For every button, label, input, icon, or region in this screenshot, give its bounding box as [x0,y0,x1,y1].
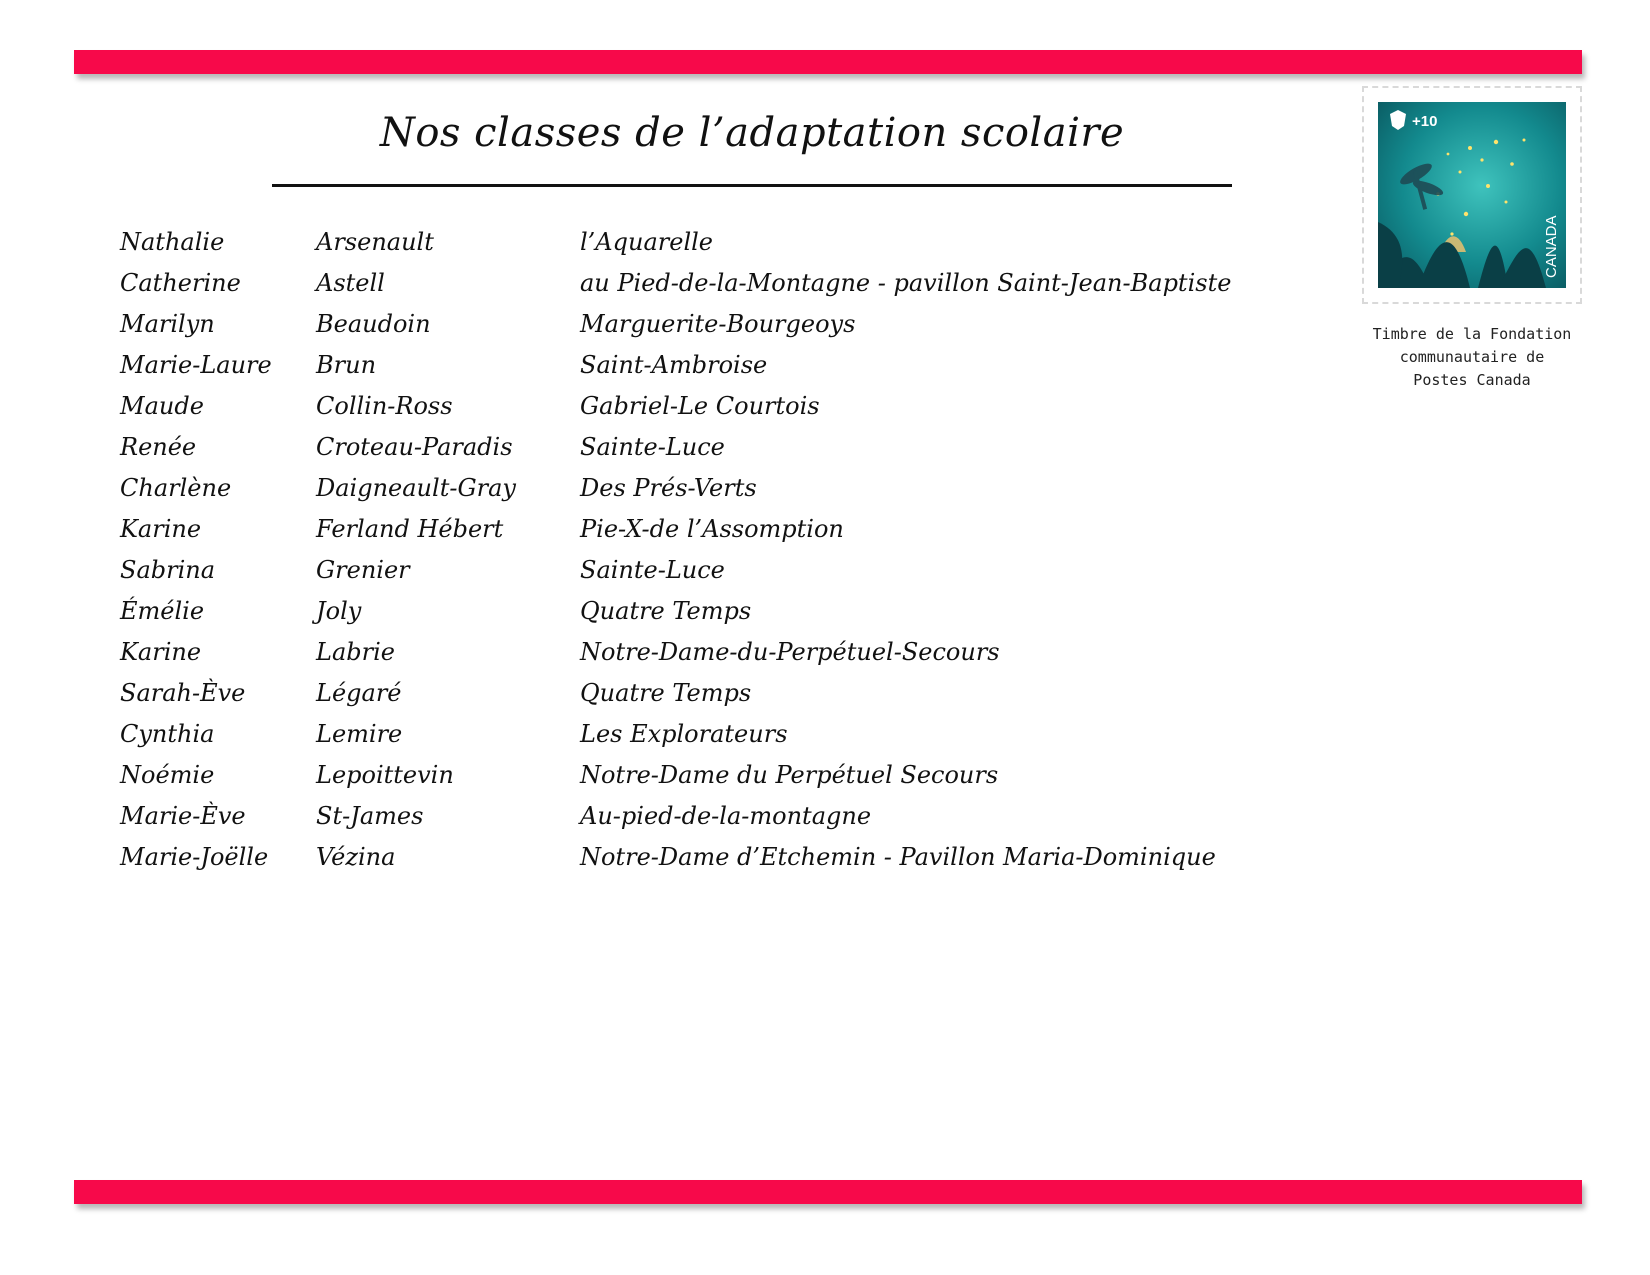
first-name: Marie-Ève [120,802,246,830]
last-name: Labrie [316,638,395,666]
first-name: Charlène [120,474,232,502]
last-name: Collin-Ross [316,392,453,420]
last-name: Croteau-Paradis [316,433,513,461]
first-name: Noémie [120,761,215,789]
roster-row [120,755,1220,796]
last-name: Lepoittevin [316,761,454,789]
roster-row [120,673,1220,714]
school-name: Au-pied-de-la-montagne [580,802,872,830]
last-name: Légaré [316,679,402,707]
first-name: Karine [120,638,202,666]
first-name: Karine [120,515,202,543]
roster-row [120,632,1220,673]
school-name: Sainte-Luce [580,433,725,461]
top-accent-band [74,50,1582,74]
first-name: Sabrina [120,556,216,584]
school-name: Marguerite-Bourgeoys [580,310,856,338]
last-name: Lemire [316,720,403,748]
last-name: Brun [316,351,377,379]
roster-row [120,509,1220,550]
roster-row [120,591,1220,632]
roster-row [120,837,1220,878]
school-name: Notre-Dame du Perpétuel Secours [580,761,999,789]
last-name: Arsenault [316,228,434,256]
first-name: Catherine [120,269,241,297]
roster-row [120,386,1220,427]
roster-row [120,263,1232,304]
school-name: Notre-Dame-du-Perpétuel-Secours [580,638,1000,666]
school-name: Quatre Temps [580,597,752,625]
title-underline [272,184,1232,187]
last-name: Ferland Hébert [316,515,504,543]
postage-stamp [1362,86,1582,304]
first-name: Marie-Joëlle [120,843,269,871]
last-name: Beaudoin [316,310,431,338]
school-name: Pie-X-de l’Assomption [580,515,844,543]
stamp-caption [1352,323,1592,392]
roster-row [120,550,1220,591]
last-name: Grenier [316,556,410,584]
roster-row [120,345,1220,386]
first-name: Maude [120,392,204,420]
bottom-accent-band [74,1180,1582,1204]
last-name: Joly [316,597,362,625]
school-name: Les Explorateurs [580,720,788,748]
school-name: au Pied-de-la-Montagne - pavillon Saint-Jean-Baptiste [580,269,1232,297]
roster-row [120,796,1220,837]
first-name: Nathalie [120,228,225,256]
page-title: Nos classes de l’adaptation scolaire [379,110,1125,156]
last-name: Vézina [316,843,396,871]
first-name: Marilyn [120,310,215,338]
school-name: Des Prés-Verts [580,474,757,502]
last-name: Daigneault-Gray [316,474,516,502]
roster-row [120,427,1220,468]
first-name: Sarah-Ève [120,679,246,707]
first-name: Renée [120,433,197,461]
caption-line: Timbre de la Fondation [1372,325,1572,343]
first-name: Émélie [120,597,205,625]
roster-row [120,714,1220,755]
last-name: Astell [316,269,385,297]
stamp-artwork [1378,102,1566,288]
roster-row [120,304,1220,345]
school-name: Quatre Temps [580,679,752,707]
last-name: St-James [316,802,424,830]
first-name: Cynthia [120,720,215,748]
school-name: Sainte-Luce [580,556,725,584]
stamp-value: +10 [1412,113,1438,130]
roster-row [120,468,1220,509]
school-name: Saint-Ambroise [580,351,768,379]
school-name: Gabriel-Le Courtois [580,392,820,420]
first-name: Marie-Laure [120,351,272,379]
school-name: Notre-Dame d’Etchemin - Pavillon Maria-Dominique [580,843,1216,871]
caption-line: communautaire de [1399,348,1545,366]
school-name: l’Aquarelle [580,228,713,256]
roster-row [120,222,1220,263]
teacher-roster [120,222,1232,878]
caption-line: Postes Canada [1413,371,1531,389]
stamp-country: CANADA [1543,215,1560,278]
